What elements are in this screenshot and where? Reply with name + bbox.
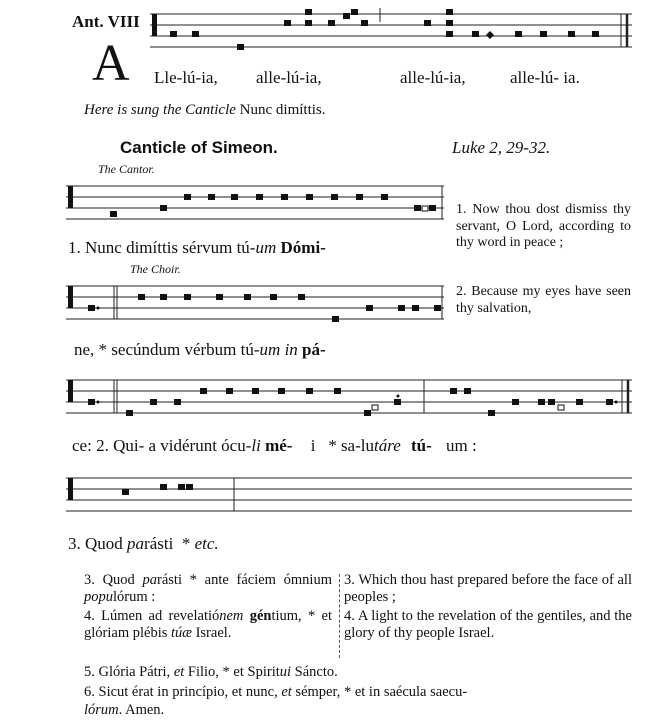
verse-text: 3. Quod xyxy=(84,572,143,588)
rubric-roman: Nunc dimíttis. xyxy=(239,102,326,118)
lyric-italic: táre xyxy=(374,436,401,455)
lyric-line-4 xyxy=(68,534,219,554)
verse-text: 4. Lúmen ad revelatió xyxy=(84,608,220,624)
english-verse-3: 3. Which thou hast prepared before the face of all peoples ; xyxy=(344,572,632,605)
verse-italic: nem xyxy=(219,608,244,624)
lyric-text: i * sa-lu xyxy=(310,436,374,455)
lyric-text: ce: 2. Qui- a vidérunt ócu- xyxy=(72,436,252,455)
lyric-bold: pá- xyxy=(302,340,326,359)
lyric-italic: um in xyxy=(259,340,298,359)
doxology-v6b xyxy=(84,702,164,719)
cantor-label: The Cantor. xyxy=(98,162,155,176)
latin-verse-4 xyxy=(84,608,332,641)
antiphon-syllable: alle-lú- ia. xyxy=(510,68,580,87)
lyric-line-1 xyxy=(68,238,326,258)
antiphon-syllable: Lle-lú-ia, xyxy=(154,68,218,87)
lyric-text: ne, * secúndum vérbum tú- xyxy=(74,340,260,359)
antiphon-label: Ant. VIII xyxy=(72,12,140,31)
lyric-bold: Dómi- xyxy=(280,238,326,257)
staff-1 xyxy=(66,180,444,226)
verse-italic: et xyxy=(281,684,292,700)
translation-v1: 1. Now thou dost dismiss thy servant, O Lord, according to thy word in peace ; xyxy=(456,202,631,250)
translation-v2: 2. Because my eyes have seen thy salvation, xyxy=(456,284,631,316)
verse-text: lórum : xyxy=(113,588,156,605)
latin-verse-3 xyxy=(84,572,332,605)
antiphon-syllable: alle-lú-ia, xyxy=(256,68,322,87)
verse-text: rásti * ante fáciem ómnium xyxy=(157,572,332,588)
verse-text: . Amen. xyxy=(118,702,165,718)
lyric-text: 3. Quod xyxy=(68,534,128,553)
verse-italic: popu xyxy=(84,588,113,605)
verse-text: sémper, * et in saécula saecu- xyxy=(291,684,468,700)
verse-text: 5. Glória Pátri, xyxy=(84,664,174,680)
doxology-v5 xyxy=(84,664,338,681)
verse-text: 6. Sicut érat in princípio, et nunc, xyxy=(84,684,282,700)
staff-antiphon xyxy=(150,8,632,58)
rubric xyxy=(84,102,326,119)
verse-bold: gén xyxy=(243,608,272,624)
lyric-italic: pa xyxy=(127,534,145,553)
verse-text: tium, * et glóriam plébis xyxy=(84,608,332,641)
verse-italic: et xyxy=(173,664,185,680)
canticle-title: Canticle of Simeon. xyxy=(120,138,278,157)
lyric-text: um : xyxy=(446,436,477,455)
staff-2 xyxy=(66,280,444,326)
lyric-bold: mé- xyxy=(265,436,293,455)
choir-label: The Choir. xyxy=(130,262,181,276)
lyric-text: 1. Nunc dimíttis sérvum tú- xyxy=(68,238,256,257)
english-verse-4: 4. A light to the revelation of the gentiles, and the glory of thy people Israel. xyxy=(344,608,632,641)
lyric-text: * xyxy=(173,534,195,553)
lyric-text: rásti xyxy=(144,534,174,553)
lyric-bold: tú- xyxy=(411,436,432,455)
canticle-reference: Luke 2, 29-32. xyxy=(452,138,551,157)
lyric-italic: li xyxy=(251,436,261,455)
column-divider xyxy=(339,574,340,658)
lyric-italic: etc. xyxy=(194,534,219,553)
verse-italic: lórum xyxy=(84,702,119,718)
rubric-italic: Here is sung the Canticle xyxy=(84,102,236,118)
antiphon-syllable: alle-lú-ia, xyxy=(400,68,466,87)
verse-italic: ui xyxy=(279,664,292,680)
doxology-v6a xyxy=(84,684,467,701)
staff-3 xyxy=(66,374,632,420)
lyric-line-3 xyxy=(72,436,477,456)
verse-italic: pa xyxy=(142,572,158,588)
verse-italic: túæ xyxy=(171,624,192,641)
lyric-italic: um xyxy=(255,238,277,257)
verse-text: Filio, * et Spirit xyxy=(184,664,280,680)
verse-text: Sáncto. xyxy=(291,664,338,680)
staff-4 xyxy=(66,472,632,518)
verse-text: Israel. xyxy=(191,624,232,641)
initial-letter: A xyxy=(92,35,130,92)
lyric-line-2 xyxy=(74,340,326,360)
